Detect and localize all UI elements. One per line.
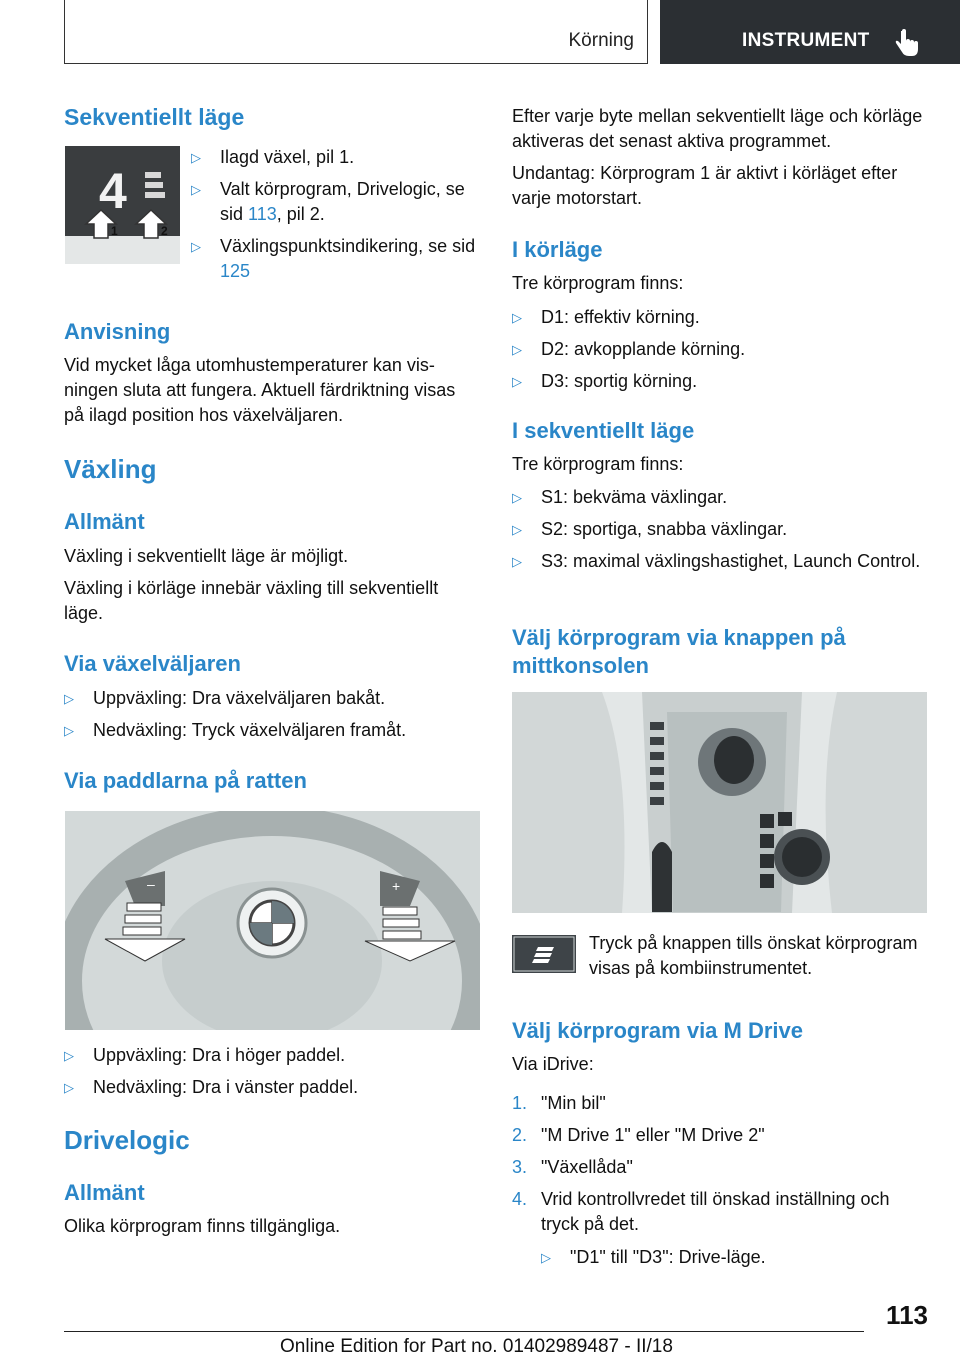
steps-list	[512, 1091, 924, 1237]
sekv-title: I sekventiellt läge	[512, 418, 695, 443]
arrow-label-1: 1	[111, 224, 118, 238]
right-p1: Efter varje byte mellan sekventiellt läge och körläge aktiveras det senast aktiva programmet.	[512, 106, 923, 151]
vaxling-title: Växling	[64, 454, 157, 484]
list-item: 3. "Växellåda"	[512, 1157, 633, 1177]
steering-wheel-image	[65, 811, 480, 1030]
valj2-title: Välj körprogram via M Drive	[512, 1018, 803, 1043]
allmant2-title: Allmänt	[64, 1180, 145, 1205]
right-p2: Undantag: Körprogram 1 är aktivt i körläget efter varje motorstart.	[512, 163, 898, 208]
list-item: ▷ D2: avkopplande körning.	[512, 339, 746, 359]
list-item: ▷ S2: sportiga, snabba växlingar.	[512, 519, 788, 539]
gear-digit: 4	[99, 163, 127, 219]
list-item: ▷ D1: effektiv körning.	[512, 307, 700, 327]
korlage-list	[512, 305, 924, 394]
korlage-title: I körläge	[512, 237, 603, 262]
allmant-p2: Växling i körläge innebär växling till sekventiellt läge.	[64, 578, 439, 623]
page-number: 113	[886, 1300, 928, 1330]
allmant-p1: Växling i sekventiellt läge är möjligt.	[64, 546, 349, 566]
list-item: ▷ Valt körprogram, Drivelogic, se sid 113, pil 2.	[191, 179, 465, 224]
via-padd-title: Via paddlarna på ratten	[64, 768, 307, 793]
allmant2-text: Olika körprogram finns tillgängliga.	[64, 1216, 341, 1236]
list-item: ▷ "D1" till "D3": Drive-läge.	[541, 1247, 766, 1267]
sub-bullet-list	[541, 1245, 921, 1270]
seq-bullet-list	[191, 145, 481, 284]
via-padd-list	[64, 1043, 480, 1100]
edition-text: Online Edition for Part no. 01402989487 - II/18	[280, 1336, 673, 1357]
list-item: ▷ Växlingspunktsindikering, se sid 125	[191, 236, 476, 281]
list-item: 1. "Min bil"	[512, 1093, 606, 1113]
note-text: Vid mycket låga utomhustemperaturer kan visningen sluta att fungera. Aktuell färdriktning visas på ilagd position hos växelväljaren.	[64, 355, 456, 425]
idrive-intro: Via iDrive:	[512, 1054, 594, 1074]
arrow-label-2: 2	[161, 224, 168, 238]
valj1-title: Välj körprogram via knappen på mittkonsolen	[512, 625, 846, 678]
section-label: Körning	[568, 30, 634, 51]
footer-divider	[64, 1331, 864, 1332]
list-item: 2. "M Drive 1" eller "M Drive 2"	[512, 1125, 765, 1145]
list-item: ▷ Nedväxling: Tryck växelväljaren framåt.	[64, 720, 407, 740]
sekv-list	[512, 485, 924, 574]
list-item: ▷ Uppväxling: Dra i höger paddel.	[64, 1045, 346, 1065]
seq-title: Sekventiellt läge	[64, 104, 245, 130]
drivelogic-title: Drivelogic	[64, 1125, 190, 1155]
sekv-intro: Tre körprogram finns:	[512, 454, 684, 474]
page-link[interactable]: 125	[220, 261, 251, 281]
allmant-title: Allmänt	[64, 509, 145, 534]
button-caption: Tryck på knappen tills önskat körprogram visas på kombiinstrumentet.	[589, 933, 918, 978]
seq-display-image	[65, 146, 180, 264]
list-item: ▷ S1: bekväma växlingar.	[512, 487, 728, 507]
via-vax-title: Via växelväljaren	[64, 651, 241, 676]
chapter-tab-label: INSTRUMENT	[742, 30, 870, 51]
header-left-box	[64, 0, 648, 64]
svg-text:+: +	[392, 878, 401, 894]
list-item: ▷ Ilagd växel, pil 1.	[191, 147, 355, 167]
svg-text:–: –	[147, 876, 155, 892]
hand-pointer-icon	[894, 28, 920, 58]
list-item: ▷ Uppväxling: Dra växelväljaren bakåt.	[64, 688, 386, 708]
page-link[interactable]: 113	[248, 204, 277, 224]
list-item: ▷ Nedväxling: Dra i vänster paddel.	[64, 1077, 359, 1097]
list-item: ▷ D3: sportig körning.	[512, 371, 698, 391]
center-console-image	[512, 692, 927, 913]
list-item: ▷ S3: maximal växlingshastighet, Launch Control.	[512, 551, 921, 571]
note-title: Anvisning	[64, 319, 171, 344]
list-item: 4. Vrid kontrollvredet till önskad inställning och tryck på det.	[512, 1189, 890, 1234]
program-button-icon	[512, 935, 576, 973]
korlage-intro: Tre körprogram finns:	[512, 273, 684, 293]
via-vax-list	[64, 686, 480, 743]
